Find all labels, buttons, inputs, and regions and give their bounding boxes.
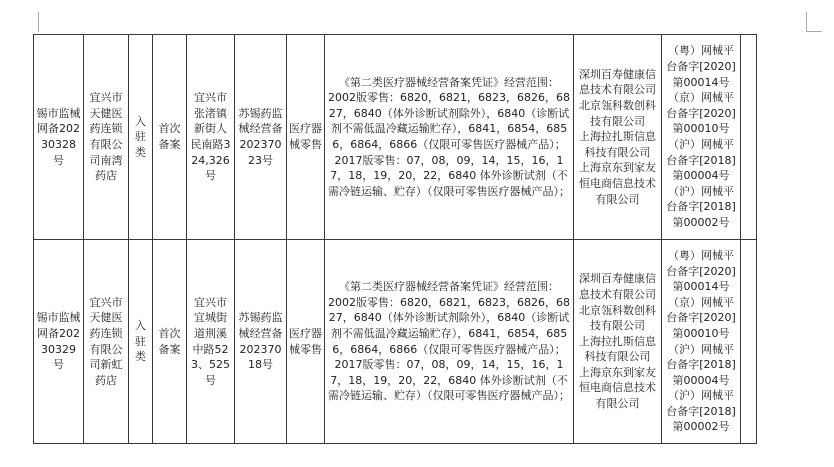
scope-line: 2002版零售：6820，6821，6823，6826，6827，6840（体外诊断试剂除外），6840（诊断试剂不需低温冷藏运输贮存），6841，6854，6856，6864，6866（仅限可零售医疗器械产品）； [328, 295, 570, 356]
platform-name: 上海拉扎斯信息科技有限公司 [579, 130, 656, 159]
scope-line: 2017版零售：07，08，09，14，15，16，17，18，19，20，22，6840 体外诊断试剂（不需冷链运输、贮存）（仅限可零售医疗器械产品）； [328, 358, 570, 403]
platform-list [574, 240, 662, 444]
permit-number: （沪）网械平台备字[2018]第00002号 [666, 184, 736, 229]
license-number: 苏锡药监械经营备20237023号 [235, 35, 287, 240]
row-end-cell [741, 240, 757, 444]
category: 入驻类 [129, 240, 153, 444]
platform-name: 深圳百寿健康信息技术有限公司 [579, 67, 656, 97]
business-type: 医疗器械零售 [287, 240, 325, 444]
platform-name: 北京瓴科数创科技有限公司 [579, 99, 656, 128]
permit-number: （京）网械平台备字[2020]第00010号 [666, 295, 736, 340]
enterprise-name: 宜兴市天健医药连锁有限公司南湾药店 [84, 35, 129, 240]
filing-table [33, 34, 757, 444]
business-type: 医疗器械零售 [287, 35, 325, 240]
permit-number: （粤）网械平台备字[2020]第00014号 [666, 44, 736, 89]
permit-number: （粤）网械平台备字[2020]第00014号 [666, 248, 736, 294]
platform-name: 上海拉扎斯信息科技有限公司 [579, 334, 656, 364]
crop-mark-top-left [38, 12, 39, 32]
address: 宜兴市宜城街道荆溪中路523、525号 [187, 240, 235, 444]
scope-line: 2002版零售：6820，6821，6823，6826，6827，6840（体外诊断试剂除外），6840（诊断试剂不需低温冷藏运输贮存），6841，6854，6856，6864，6866（仅限可零售医疗器械产品）； [328, 91, 570, 151]
business-scope [325, 35, 574, 240]
scope-line: 《第二类医疗器械经营备案凭证》经营范围： [339, 280, 559, 294]
permit-number: （沪）网械平台备字[2018]第00004号 [666, 138, 736, 183]
license-number: 苏锡药监械经营备20237018号 [235, 240, 287, 444]
row-end-cell [741, 35, 757, 240]
platform-name: 深圳百寿健康信息技术有限公司 [579, 272, 656, 301]
table-row [34, 240, 757, 444]
filing-type: 首次备案 [153, 35, 187, 240]
business-scope [325, 240, 574, 444]
category: 入驻类 [129, 35, 153, 240]
permit-number: （京）网械平台备字[2020]第00010号 [666, 91, 736, 136]
permit-number: （沪）网械平台备字[2018]第00004号 [666, 342, 736, 387]
platform-name: 上海京东到家友恒电商信息技术有限公司 [579, 161, 656, 206]
platform-name: 北京瓴科数创科技有限公司 [579, 303, 656, 333]
permit-number: （沪）网械平台备字[2018]第00002号 [666, 389, 736, 434]
crop-mark-top-right [806, 12, 807, 32]
platform-name: 上海京东到家友恒电商信息技术有限公司 [579, 365, 656, 411]
record-number: 锡市监械网备20230328号 [34, 35, 84, 240]
scope-line: 2017版零售：07，08，09，14，15，16，17，18，19，20，22，6840 体外诊断试剂（不需冷链运输、贮存）（仅限可零售医疗器械产品）； [328, 153, 570, 198]
record-number: 锡市监械网备20230329号 [34, 240, 84, 444]
scope-line: 《第二类医疗器械经营备案凭证》经营范围： [339, 75, 559, 89]
enterprise-name: 宜兴市天健医药连锁有限公司新虹药店 [84, 240, 129, 444]
permit-list [662, 35, 741, 240]
address: 宜兴市张渚镇新街人民南路324,326号 [187, 35, 235, 240]
filing-type: 首次备案 [153, 240, 187, 444]
table-row [34, 35, 757, 240]
platform-list [574, 35, 662, 240]
crop-mark-top-right-h [806, 31, 822, 32]
permit-list [662, 240, 741, 444]
